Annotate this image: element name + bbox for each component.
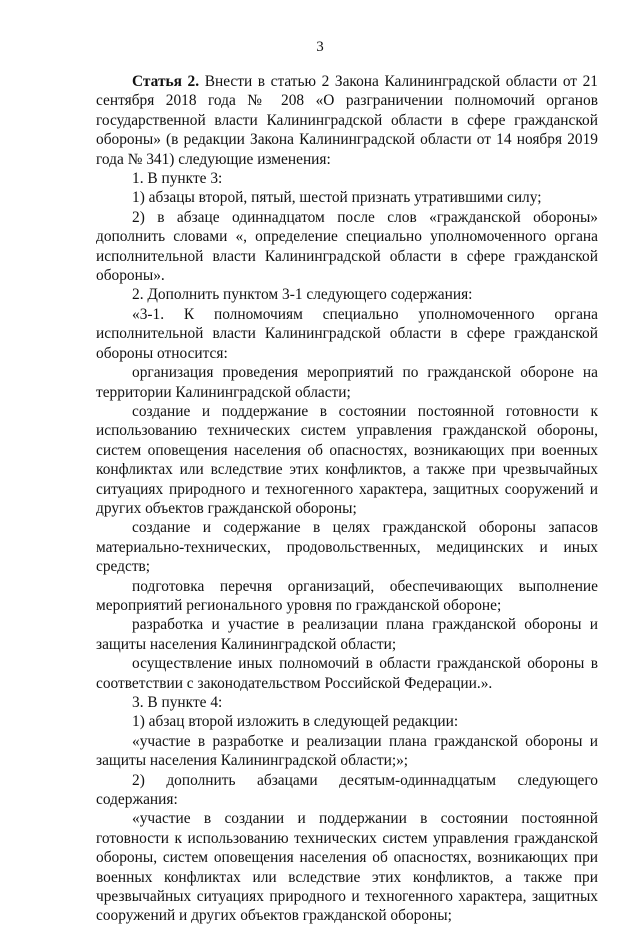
item-2-heading: 2. Дополнить пунктом 3-1 следующего содержания: <box>132 286 473 304</box>
article-heading: Статья 2. <box>132 73 200 90</box>
item-3-sub-1-text: «участие в разработке и реализации плана гражданской обороны и защиты населения Калининградской области;»; <box>96 732 598 770</box>
item-3-sub-1: 1) абзац второй изложить в следующей редакции: <box>132 713 459 731</box>
clause-3-1-item-3: создание и содержание в целях гражданской обороны запасов материально-технических, продовольственных, медицинских и иных средств; <box>96 519 598 576</box>
clause-3-1-item-1: организация проведения мероприятий по гражданской обороне на территории Калининградской области; <box>96 364 598 401</box>
article-intro-paragraph <box>96 72 598 169</box>
clause-3-1-item-6: осуществление иных полномочий в области гражданской обороны в соответствии с законодательством Российской Федерации.». <box>96 655 598 692</box>
item-3-sub-2: 2) дополнить абзацами десятым-одиннадцатым следующего содержания: <box>96 771 598 809</box>
item-3-sub-2-text: «участие в создании и поддержании в состоянии постоянной готовности к использованию технических систем управления гражданской обороны, систем оповещения населения об опасностях, возникающих при военных конфликтах или вследствие этих конфликтов, а также при чрезвычайных ситуациях природного и техногенного характера, защитных сооружений и других объектов гражданской обороны; <box>96 810 598 925</box>
clause-3-1-item-2: создание и поддержание в состоянии постоянной готовности к использованию технических систем управления гражданской обороны, систем оповещения населения об опасностях, возникающих при военных конфликтах или вследствие этих конфликтов, а также при чрезвычайных ситуациях природного и техногенного характера, защитных сооружений и других объектов гражданской обороны; <box>96 402 598 517</box>
clause-3-1-item-4: подготовка перечня организаций, обеспечивающих выполнение мероприятий регионального уровня по гражданской обороне; <box>96 577 598 614</box>
clause-3-1-item-5: разработка и участие в реализации плана гражданской обороны и защиты населения Калининградской области; <box>96 616 598 653</box>
item-1-sub-1: 1) абзацы второй, пятый, шестой признать утратившими силу; <box>132 189 542 207</box>
page-number: 3 <box>316 39 324 55</box>
item-3-heading: 3. В пункте 4: <box>132 694 223 711</box>
item-1-heading: 1. В пункте 3: <box>132 170 223 188</box>
item-1-sub-2: 2) в абзаце одиннадцатом после слов «гражданской обороны» дополнить словами «, определение специально уполномоченного органа исполнительной власти Калининградской области в сфере гражданской обороны». <box>96 208 598 285</box>
article-intro-text: Внести в статью 2 Закона Калининградской области от 21 сентября 2018 года № 208 «О разграничении полномочий органов государственной власти Калининградской области в сфере гражданской обороны» (в редакции Закона Калининградской области от 14 ноября 2019 года № 341) следующие изменения: <box>96 73 598 168</box>
document-body <box>96 72 598 926</box>
clause-3-1-intro: «3-1. К полномочиям специально уполномоченного органа исполнительной власти Калининградской области в сфере гражданской обороны относится: <box>96 305 598 362</box>
